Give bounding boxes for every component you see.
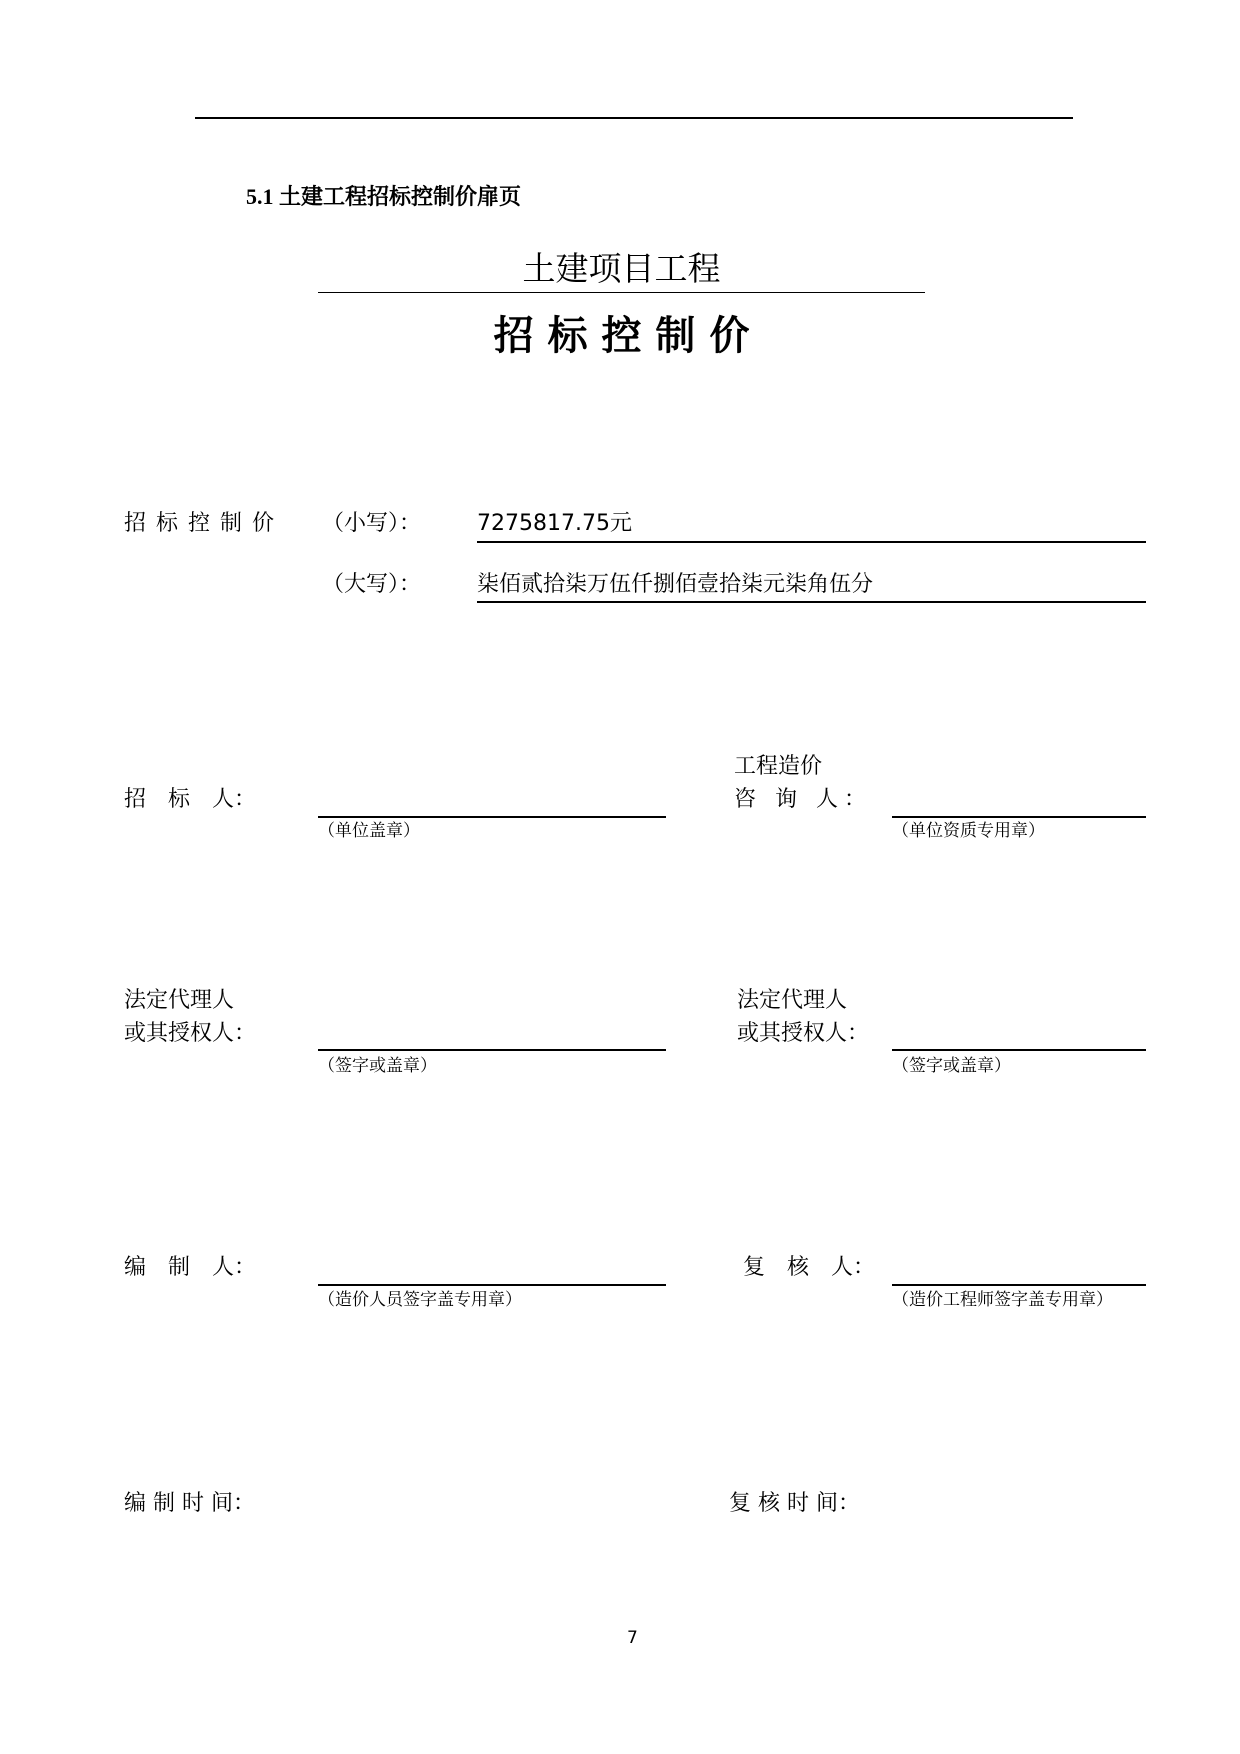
reviewer-note: （造价工程师签字盖专用章） bbox=[892, 1290, 1113, 1310]
doc-title: 招 标 控 制 价 bbox=[493, 313, 750, 359]
compiler-line bbox=[318, 1284, 666, 1286]
review-time-label: 复 核 时 间： bbox=[729, 1491, 860, 1516]
legal-rep-right-label-1: 法定代理人 bbox=[737, 988, 848, 1013]
consultant-note: （单位资质专用章） bbox=[892, 821, 1045, 841]
tenderer-note: （单位盖章） bbox=[318, 821, 420, 841]
price-lower-label: （小写）： bbox=[322, 511, 422, 536]
legal-rep-left-note: （签字或盖章） bbox=[318, 1056, 437, 1076]
compiler-label: 编 制 人： bbox=[124, 1255, 257, 1280]
legal-rep-left-line bbox=[318, 1049, 666, 1051]
legal-rep-right-line bbox=[892, 1049, 1146, 1051]
legal-rep-left-label-1: 法定代理人 bbox=[124, 988, 235, 1013]
price-lower-line bbox=[477, 541, 1146, 543]
legal-rep-right-note: （签字或盖章） bbox=[892, 1056, 1011, 1076]
legal-rep-right-label-2: 或其授权人： bbox=[737, 1021, 870, 1046]
price-lower-value: 7275817.75元 bbox=[477, 511, 632, 536]
consultant-line bbox=[892, 816, 1146, 818]
price-upper-value: 柒佰贰拾柒万伍仟捌佰壹拾柒元柒角伍分 bbox=[477, 572, 874, 597]
price-label: 招标控制价 bbox=[124, 511, 285, 536]
legal-rep-left-label-2: 或其授权人： bbox=[124, 1021, 257, 1046]
compile-time-label: 编 制 时 间： bbox=[124, 1491, 255, 1516]
compiler-note: （造价人员签字盖专用章） bbox=[318, 1290, 522, 1310]
section-heading: 5.1 土建工程招标控制价扉页 bbox=[246, 184, 522, 209]
tenderer-line bbox=[318, 816, 666, 818]
reviewer-label: 复 核 人： bbox=[743, 1255, 876, 1280]
reviewer-line bbox=[892, 1284, 1146, 1286]
price-upper-label: （大写）： bbox=[322, 572, 422, 597]
consultant-label-2: 咨 询 人： bbox=[734, 787, 872, 812]
project-name: 土建项目工程 bbox=[522, 249, 721, 288]
header-rule bbox=[195, 117, 1073, 119]
consultant-label-1: 工程造价 bbox=[734, 754, 823, 779]
project-name-underline bbox=[318, 292, 925, 293]
page-number: 7 bbox=[627, 1628, 638, 1648]
tenderer-label: 招 标 人： bbox=[124, 787, 257, 812]
price-upper-line bbox=[477, 601, 1146, 603]
